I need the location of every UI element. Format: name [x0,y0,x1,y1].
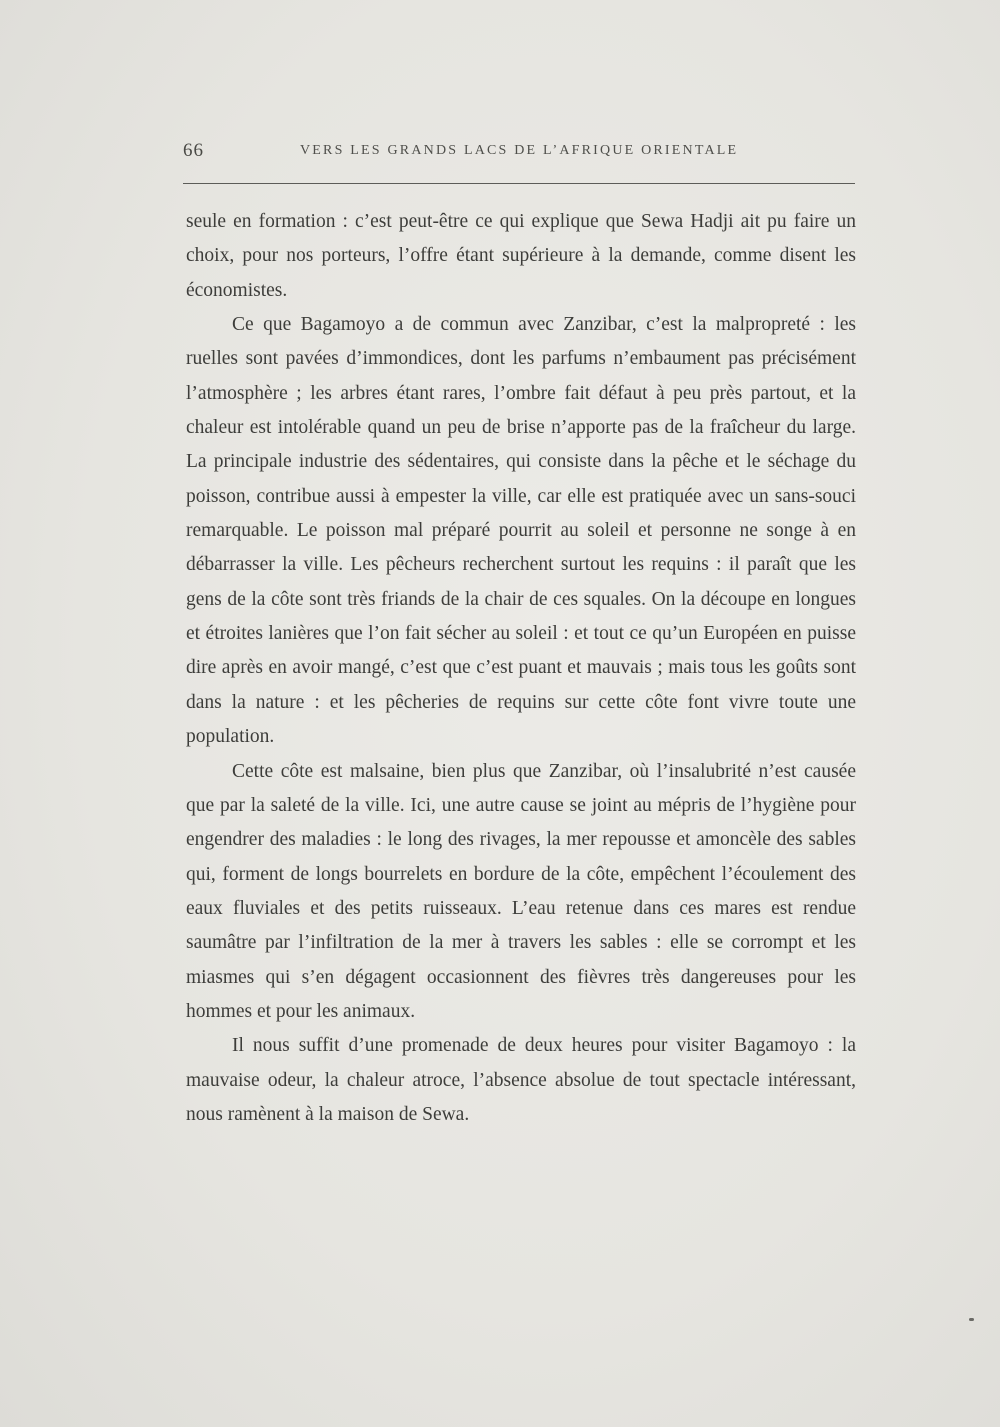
paragraph: seule en formation : c’est peut-être ce qui explique que Sewa Hadji ait pu faire un choix, pour nos porteurs, l’offre étant supérieure à la demande, comme disent les économistes. [186,211,856,301]
paragraph: Ce que Bagamoyo a de commun avec Zanzibar, c’est la malpropreté : les ruelles sont pavées d’immondices, dont les parfums n’embaument pas précisément l’atmosphère ; les arbres étant rares, l’ombre fait défaut à peu près partout, et la chaleur est intolérable quand un peu de brise n’apporte pas de la fraîcheur du large. La principale industrie des sédentaires, qui consiste dans la pêche et le séchage du poisson, contribue aussi à empester la ville, car elle est pratiquée avec un sans-souci remarquable. Le poisson mal préparé pourrit au soleil et personne ne songe à en débarrasser la ville. Les pêcheurs recherchent surtout les requins : il paraît que les gens de la côte sont très friands de la chair de ces squales. On la découpe en longues et étroites lanières que l’on fait sécher au soleil : et tout ce qu’un Européen en puisse dire après en avoir mangé, c’est que c’est puant et mauvais ; mais tous les goûts sont dans la nature : et les pêcheries de requins sur cette côte font vivre toute une population. [186,314,856,748]
header-rule [183,183,855,184]
paragraph: Cette côte est malsaine, bien plus que Zanzibar, où l’insalubrité n’est causée que par la saleté de la ville. Ici, une autre cause se joint au mépris de l’hygiène pour engendrer des maladies : le long des rivages, la mer repousse et amoncèle des sables qui, forment de longs bourrelets en bordure de la côte, empêchent l’écoulement des eaux fluviales et des petits ruisseaux. L’eau retenue dans ces mares est rendue saumâtre par l’infiltration de la mer à travers les sables : elle se corrompt et les miasmes qui s’en dégagent occasionnent des fièvres très dangereuses pour les hommes et pour les animaux. [186,760,856,1022]
body-text [186,205,856,1132]
page-number: 66 [183,140,204,161]
page-header [183,140,855,170]
running-title: VERS LES GRANDS LACS DE L’AFRIQUE ORIENTALE [300,143,739,158]
paragraph: Il nous suffit d’une promenade de deux heures pour visiter Bagamoyo : la mauvaise odeur, la chaleur atroce, l’absence absolue de tout spectacle intéressant, nous ramènent à la maison de Sewa. [186,1035,856,1125]
paper-speck [969,1318,974,1321]
